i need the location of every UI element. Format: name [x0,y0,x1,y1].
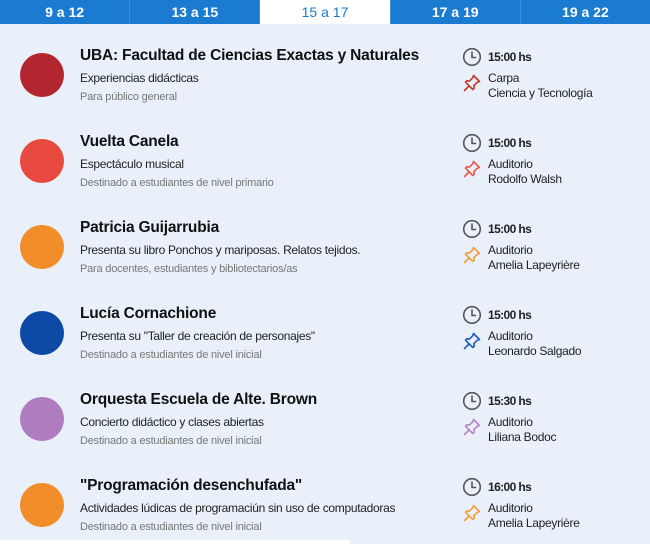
event-place-line2: Amelia Lapeyrière [488,516,580,530]
event-place-line1: Auditorio [488,415,533,429]
event-place-line2: Liliana Bodoc [488,430,557,444]
event-title: Vuelta Canela [80,133,179,150]
tab-15-17[interactable]: 15 a 17 [260,0,390,24]
event-title: Orquesta Escuela de Alte. Brown [80,391,317,408]
event-info [80,133,450,189]
clock-icon [462,477,482,497]
event-place-row [462,501,642,531]
event-place-line2: Leonardo Salgado [488,344,582,358]
event-place [488,501,580,531]
tab-19-22[interactable]: 19 a 22 [521,0,650,24]
event-place-line1: Auditorio [488,501,533,515]
event-item [0,454,650,540]
event-info [80,47,450,103]
event-time: 15:00 hs [488,308,532,322]
pushpin-icon [462,417,482,437]
event-place [488,71,593,101]
tab-17-19[interactable]: 17 a 19 [391,0,521,24]
event-title: Lucía Cornachione [80,305,217,322]
event-place-line1: Auditorio [488,329,533,343]
event-audience: Para docentes, estudiantes y bibliotectarios/as [80,263,298,275]
event-time: 15:00 hs [488,50,532,64]
event-time-row [462,218,642,240]
pushpin-icon [462,331,482,351]
event-time-row [462,476,642,498]
event-place [488,157,562,187]
event-time: 15:30 hs [488,394,532,408]
event-audience: Para público general [80,91,177,103]
event-info [80,391,450,447]
event-place-line2: Amelia Lapeyrière [488,258,580,272]
event-place-row [462,157,642,187]
event-info [80,477,450,533]
tab-9-12[interactable]: 9 a 12 [0,0,130,24]
event-color-dot [20,397,64,441]
event-place-row [462,329,642,359]
event-audience: Destinado a estudiantes de nivel primario [80,177,274,189]
event-description: Actividades lúdicas de programaciún sin uso de computadoras [80,501,396,515]
event-place [488,243,580,273]
pushpin-icon [462,73,482,93]
event-description: Concierto didáctico y clases abiertas [80,415,264,429]
event-audience: Destinado a estudiantes de nivel inicial [80,435,262,447]
event-time-row [462,390,642,412]
event-place [488,329,581,359]
event-color-dot [20,311,64,355]
event-title: UBA: Facultad de Ciencias Exactas y Naturales [80,47,420,64]
clock-icon [462,305,482,325]
event-audience: Destinado a estudiantes de nivel inicial [80,349,262,361]
event-time: 16:00 hs [488,480,532,494]
event-place-row [462,71,642,101]
event-time: 15:00 hs [488,136,532,150]
event-place-line2: Ciencia y Tecnología [488,86,593,100]
event-list [0,24,650,540]
tab-13-15[interactable]: 13 a 15 [130,0,260,24]
clock-icon [462,47,482,67]
event-place [488,415,556,445]
event-time-row [462,46,642,68]
pushpin-icon [462,503,482,523]
schedule-panel [0,24,650,544]
pushpin-icon [462,245,482,265]
event-meta [462,476,642,531]
event-place-line1: Auditorio [488,157,533,171]
event-description: Presenta su "Taller de creación de personajes" [80,329,315,343]
event-description: Experiencias didácticas [80,71,199,85]
event-item [0,368,650,454]
event-meta [462,304,642,359]
event-item [0,24,650,110]
event-item [0,110,650,196]
pushpin-icon [462,159,482,179]
event-color-dot [20,139,64,183]
event-info [80,305,450,361]
event-meta [462,132,642,187]
time-slot-tabs [0,0,650,24]
clock-icon [462,133,482,153]
event-item [0,282,650,368]
clock-icon [462,219,482,239]
clock-icon [462,391,482,411]
event-place-line1: Carpa [488,71,520,85]
event-meta [462,46,642,101]
event-item [0,196,650,282]
event-time-row [462,304,642,326]
event-info [80,219,450,275]
event-title: Patricia Guijarrubia [80,219,219,236]
event-meta [462,390,642,445]
event-time-row [462,132,642,154]
event-title: "Programación desenchufada" [80,477,303,494]
event-place-row [462,415,642,445]
event-description: Espectáculo musical [80,157,184,171]
event-color-dot [20,483,64,527]
event-color-dot [20,225,64,269]
event-color-dot [20,53,64,97]
event-time: 15:00 hs [488,222,532,236]
event-place-row [462,243,642,273]
event-meta [462,218,642,273]
event-description: Presenta su libro Ponchos y mariposas. Relatos tejidos. [80,243,361,257]
event-place-line1: Auditorio [488,243,533,257]
event-audience: Destinado a estudiantes de nivel inicial [80,521,262,533]
panel-bottom-strip [0,540,350,544]
event-place-line2: Rodolfo Walsh [488,172,562,186]
